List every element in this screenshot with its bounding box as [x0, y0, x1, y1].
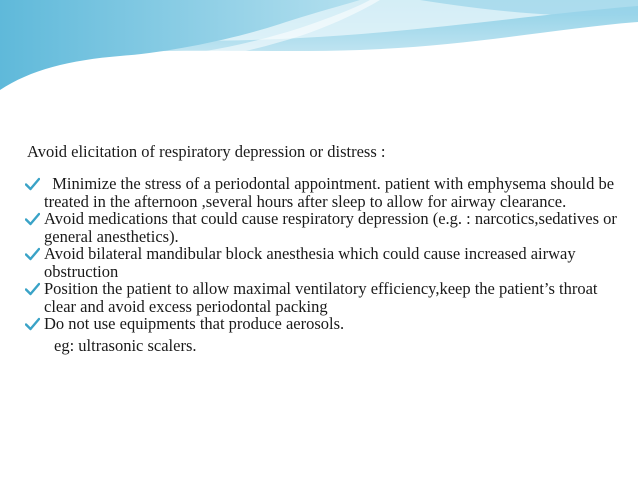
header-wave-decoration: [0, 0, 638, 110]
example-note: eg: ultrasonic scalers.: [54, 335, 197, 355]
slide-content: [25, 142, 625, 356]
bullet-item: [25, 245, 625, 280]
bullet-list: [25, 175, 625, 333]
checkmark-icon: [25, 212, 40, 226]
bullet-item: [25, 210, 625, 245]
checkmark-icon: [25, 177, 40, 191]
bullet-item: [25, 315, 625, 333]
bullet-text: Minimize the stress of a periodontal appointment. patient with emphysema should be treated in the afternoon ,several hours after sleep to allow for airway clearance.: [44, 174, 619, 211]
checkmark-icon: [25, 282, 40, 296]
checkmark-icon: [25, 317, 40, 331]
bullet-text: Position the patient to allow maximal ventilatory efficiency,keep the patient’s throat clear and avoid excess periodontal packing: [44, 279, 598, 316]
checkmark-icon: [25, 247, 40, 261]
bullet-item: [25, 280, 625, 315]
bullet-item: [25, 175, 625, 210]
bullet-text: Do not use equipments that produce aerosols.: [44, 314, 345, 333]
bullet-text: Avoid medications that could cause respiratory depression (e.g. : narcotics,sedatives or general anesthetics).: [44, 209, 617, 246]
bullet-text: Avoid bilateral mandibular block anesthesia which could cause increased airway obstruction: [44, 244, 576, 281]
slide-heading: Avoid elicitation of respiratory depression or distress :: [27, 142, 386, 161]
